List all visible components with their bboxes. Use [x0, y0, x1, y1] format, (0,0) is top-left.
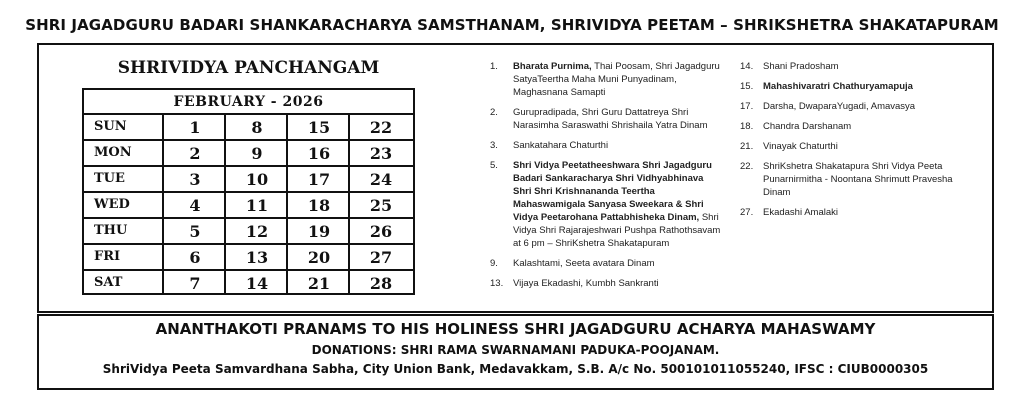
event-number: 13.	[490, 278, 504, 289]
footer-pranams: ANANTHAKOTI PRANAMS TO HIS HOLINESS SHRI JAGADGURU ACHARYA MAHASWAMY	[155, 320, 876, 338]
event-number: 18.	[740, 121, 754, 132]
date-cell: 8	[251, 118, 263, 137]
date-cell: 6	[189, 248, 201, 267]
date-cell: 1	[189, 118, 201, 137]
event-number: 21.	[740, 141, 754, 152]
date-cell: 15	[307, 118, 331, 137]
date-cell: 9	[251, 144, 263, 163]
date-cell: 12	[245, 222, 269, 241]
date-cell: 24	[369, 170, 393, 189]
event-number: 17.	[740, 101, 754, 112]
event-number: 3.	[490, 140, 498, 151]
date-cell: 20	[307, 248, 331, 267]
event-text: Thai Poosam, Shri Jagadguru SatyaTeertha Maha Muni Punyadinam, Maghasnana Samapti	[513, 61, 720, 98]
event-text: Vijaya Ekadashi, Kumbh Sankranti	[513, 278, 659, 289]
list-item	[740, 160, 980, 199]
date-cell: 18	[307, 196, 331, 215]
list-item	[490, 139, 722, 152]
date-cell: 16	[307, 144, 331, 163]
date-cell: 3	[189, 170, 201, 189]
event-text: Ekadashi Amalaki	[763, 207, 838, 218]
date-cell: 14	[245, 274, 269, 293]
events-list-right	[740, 60, 980, 226]
date-cell: 10	[245, 170, 269, 189]
event-number: 27.	[740, 207, 754, 218]
list-item	[740, 120, 980, 133]
date-cell: 25	[369, 196, 393, 215]
list-item	[740, 80, 980, 93]
calendar-month: FEBRUARY - 2026	[84, 90, 413, 115]
date-cell: 5	[189, 222, 201, 241]
footer-bank-details: ShriVidya Peeta Samvardhana Sabha, City Union Bank, Medavakkam, S.B. A/c No. 500101011055240, IFSC : CIUB0000305	[102, 362, 929, 376]
calendar-grid	[84, 115, 413, 293]
list-item	[740, 206, 980, 219]
event-text: Vinayak Chaturthi	[763, 141, 838, 152]
date-cell: 11	[245, 196, 269, 215]
list-item	[490, 257, 722, 270]
weekday-label: TUE	[94, 171, 125, 186]
event-text: Darsha, DwaparaYugadi, Amavasya	[763, 101, 916, 112]
date-cell: 7	[189, 274, 201, 293]
date-cell: 27	[369, 248, 393, 267]
date-cell: 17	[307, 170, 331, 189]
list-item	[490, 159, 722, 250]
event-number: 15.	[740, 81, 754, 92]
event-number: 22.	[740, 161, 754, 172]
event-number: 1.	[490, 61, 498, 72]
weekday-label: FRI	[94, 249, 121, 264]
event-text: Chandra Darshanam	[763, 121, 852, 132]
calendar-table	[82, 88, 415, 295]
date-cell: 22	[369, 118, 393, 137]
list-item	[740, 140, 980, 153]
date-cell: 26	[369, 222, 393, 241]
weekday-label: SAT	[94, 275, 123, 290]
event-number: 2.	[490, 107, 498, 118]
grid-divider	[84, 243, 413, 245]
event-number: 9.	[490, 258, 498, 269]
event-text: ShriKshetra Shakatapura Shri Vidya Peeta Punarnirmitha - Noontana Shrimutt Pravesha Dinam	[763, 161, 953, 198]
grid-divider	[84, 165, 413, 167]
date-cell: 2	[189, 144, 201, 163]
list-item	[740, 60, 980, 73]
event-highlight: Shri Vidya Peetatheeshwara Shri Jagadguru Badari Sankaracharya Shri Vidhyabhinava Shri Shri Krishnananda Teertha Mahaswamigala Sanyasa Sweekara & Shri Vidya Peetarohana Pattabhisheka Dinam,	[513, 160, 712, 223]
event-number: 5.	[490, 160, 498, 171]
weekday-label: MON	[94, 145, 132, 160]
event-text: Kalashtami, Seeta avatara Dinam	[513, 258, 655, 269]
page-header-title: SHRI JAGADGURU BADARI SHANKARACHARYA SAMSTHANAM, SHRIVIDYA PEETAM – SHRIKSHETRA SHAKATAPURAM	[25, 16, 999, 34]
list-item	[490, 60, 722, 99]
weekday-label: WED	[94, 197, 130, 212]
event-number: 14.	[740, 61, 754, 72]
date-cell: 28	[369, 274, 393, 293]
events-list-left	[490, 60, 722, 297]
weekday-label: SUN	[94, 119, 127, 134]
list-item	[740, 100, 980, 113]
weekday-label: THU	[94, 223, 128, 238]
event-highlight: Mahashivaratri Chathuryamapuja	[763, 81, 913, 92]
date-cell: 4	[189, 196, 201, 215]
event-text: Sankatahara Chaturthi	[513, 140, 609, 151]
footer-donations: DONATIONS: SHRI RAMA SWARNAMANI PADUKA-POOJANAM.	[311, 343, 720, 357]
grid-divider	[84, 139, 413, 141]
list-item	[490, 106, 722, 132]
event-text: Gurupradipada, Shri Guru Dattatreya Shri Narasimha Saraswathi Shrishaila Yatra Dinam	[513, 107, 708, 131]
event-highlight: Bharata Purnima,	[513, 61, 592, 72]
calendar-title: SHRIVIDYA PANCHANGAM	[117, 58, 380, 78]
grid-divider	[84, 191, 413, 193]
event-text: Shani Pradosham	[763, 61, 839, 72]
list-item	[490, 277, 722, 290]
event-text: Shri Vidya Shri Rajarajeshwari Pushpa Rathothsavam at 6 pm – ShriKshetra Shakatapuram	[513, 212, 721, 249]
grid-divider	[84, 217, 413, 219]
date-cell: 21	[307, 274, 331, 293]
grid-divider	[84, 269, 413, 271]
date-cell: 13	[245, 248, 269, 267]
date-cell: 19	[307, 222, 331, 241]
date-cell: 23	[369, 144, 393, 163]
